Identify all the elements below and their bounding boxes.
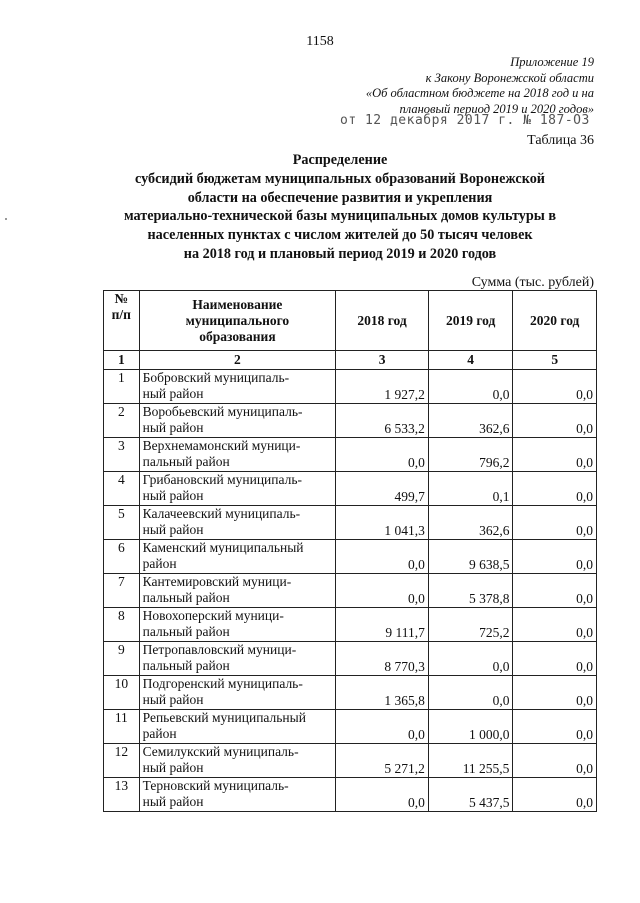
row-number: 1: [104, 370, 140, 404]
value-2020: 0,0: [513, 506, 597, 540]
row-number: 7: [104, 574, 140, 608]
value-2018: 499,7: [336, 472, 429, 506]
column-index-row: [104, 351, 597, 370]
value-2018: 6 533,2: [336, 404, 429, 438]
table-row: [104, 438, 597, 472]
value-2020: 0,0: [513, 540, 597, 574]
header-2019: 2019 год: [428, 291, 513, 351]
appendix-line: плановый период 2019 и 2020 годов»: [399, 101, 594, 116]
district-name: [139, 574, 336, 608]
header-num-line: №: [114, 291, 129, 306]
district-name-line: ный район: [142, 420, 204, 435]
district-name-line: район: [142, 556, 177, 571]
law-date-stamp: от 12 декабря 2017 г. № 187-ОЗ: [340, 113, 590, 128]
table-row: [104, 404, 597, 438]
district-name: [139, 642, 336, 676]
district-name: [139, 506, 336, 540]
value-2018: 0,0: [336, 438, 429, 472]
value-2018: 1 927,2: [336, 370, 429, 404]
table-row: [104, 778, 597, 812]
row-number: 12: [104, 744, 140, 778]
district-name-line: ный район: [142, 488, 204, 503]
district-name: [139, 370, 336, 404]
row-number: 11: [104, 710, 140, 744]
value-2018: 1 041,3: [336, 506, 429, 540]
value-2020: 0,0: [513, 778, 597, 812]
value-2019: 5 378,8: [428, 574, 513, 608]
title-line: населенных пунктах с числом жителей до 50 тысяч человек: [147, 227, 533, 244]
district-name-line: ный район: [142, 386, 204, 401]
header-name-line: муниципального: [185, 312, 290, 328]
table-row: [104, 472, 597, 506]
title-line: субсидий бюджетам муниципальных образований Воронежской: [135, 170, 545, 187]
district-name: [139, 472, 336, 506]
row-number: 6: [104, 540, 140, 574]
district-name-line: пальный район: [142, 658, 230, 673]
title-line: на 2018 год и плановый период 2019 и 2020 годов: [183, 245, 497, 262]
value-2020: 0,0: [513, 744, 597, 778]
district-name-line: Калачеевский муниципаль-: [142, 506, 301, 521]
district-name-line: Подгоренский муниципаль-: [142, 676, 303, 691]
sum-unit-label: Сумма (тыс. рублей): [471, 275, 594, 290]
column-index: 1: [104, 351, 140, 370]
header-name-line: образования: [199, 328, 276, 344]
district-name-line: Верхнемамонский муници-: [142, 438, 301, 453]
row-number: 4: [104, 472, 140, 506]
column-index: 5: [513, 351, 597, 370]
table-row: [104, 744, 597, 778]
row-number: 2: [104, 404, 140, 438]
value-2020: 0,0: [513, 370, 597, 404]
row-number: 3: [104, 438, 140, 472]
value-2020: 0,0: [513, 642, 597, 676]
district-name-line: Воробьевский муниципаль-: [142, 404, 303, 419]
district-name-line: ный район: [142, 522, 204, 537]
header-2020: 2020 год: [513, 291, 597, 351]
row-number: 5: [104, 506, 140, 540]
district-name-line: пальный район: [142, 624, 230, 639]
row-number: 9: [104, 642, 140, 676]
header-name-line: Наименование: [192, 296, 283, 312]
title-line: области на обеспечение развития и укрепления: [187, 189, 493, 206]
value-2018: 9 111,7: [336, 608, 429, 642]
district-name-line: Терновский муниципаль-: [142, 778, 289, 793]
column-index: 2: [139, 351, 336, 370]
district-name-line: Каменский муниципальный: [142, 540, 304, 555]
table-row: [104, 506, 597, 540]
value-2018: 0,0: [336, 778, 429, 812]
district-name-line: Новохоперский муници-: [142, 608, 284, 623]
table-row: [104, 370, 597, 404]
district-name-line: Репьевский муниципальный: [142, 710, 306, 725]
district-name: [139, 438, 336, 472]
district-name-line: район: [142, 726, 177, 741]
district-name-line: Кантемировский муници-: [142, 574, 292, 589]
table-row: [104, 574, 597, 608]
value-2019: 796,2: [428, 438, 513, 472]
district-name: [139, 608, 336, 642]
district-name-line: Грибановский муниципаль-: [142, 472, 302, 487]
subsidy-table: [103, 290, 597, 812]
value-2020: 0,0: [513, 608, 597, 642]
value-2019: 362,6: [428, 506, 513, 540]
value-2019: 9 638,5: [428, 540, 513, 574]
header-num: [104, 291, 140, 351]
table-row: [104, 608, 597, 642]
district-name: [139, 404, 336, 438]
value-2020: 0,0: [513, 676, 597, 710]
value-2020: 0,0: [513, 472, 597, 506]
title-line: Распределение: [292, 152, 388, 168]
district-name-line: пальный район: [142, 590, 230, 605]
district-name: [139, 710, 336, 744]
district-name: [139, 778, 336, 812]
value-2020: 0,0: [513, 710, 597, 744]
page-number: 1158: [306, 34, 334, 49]
table-row: [104, 676, 597, 710]
table-body: [104, 370, 597, 812]
table-header-row: [104, 291, 597, 351]
value-2018: 0,0: [336, 574, 429, 608]
value-2020: 0,0: [513, 404, 597, 438]
margin-mark: [5, 218, 7, 220]
document-title: [90, 151, 590, 264]
value-2019: 0,1: [428, 472, 513, 506]
appendix-line: к Закону Воронежской области: [425, 70, 594, 85]
district-name: [139, 744, 336, 778]
table-row: [104, 642, 597, 676]
appendix-line: Приложение 19: [510, 55, 594, 69]
value-2019: 1 000,0: [428, 710, 513, 744]
appendix-line: «Об областном бюджете на 2018 год и на: [365, 86, 594, 100]
table-row: [104, 710, 597, 744]
column-index: 3: [336, 351, 429, 370]
row-number: 13: [104, 778, 140, 812]
value-2018: 0,0: [336, 540, 429, 574]
row-number: 8: [104, 608, 140, 642]
value-2018: 1 365,8: [336, 676, 429, 710]
value-2019: 725,2: [428, 608, 513, 642]
district-name: [139, 540, 336, 574]
value-2019: 11 255,5: [428, 744, 513, 778]
district-name: [139, 676, 336, 710]
value-2018: 8 770,3: [336, 642, 429, 676]
row-number: 10: [104, 676, 140, 710]
district-name-line: ный район: [142, 760, 204, 775]
value-2020: 0,0: [513, 438, 597, 472]
header-2018: 2018 год: [336, 291, 429, 351]
value-2019: 0,0: [428, 642, 513, 676]
title-line: материально-технической базы муниципальных домов культуры в: [123, 208, 557, 225]
value-2019: 0,0: [428, 370, 513, 404]
district-name-line: ный район: [142, 794, 204, 809]
header-num-line: п/п: [111, 307, 131, 322]
district-name-line: Бобровский муниципаль-: [142, 370, 290, 385]
table-row: [104, 540, 597, 574]
column-index: 4: [428, 351, 513, 370]
table-label: Таблица 36: [527, 133, 594, 148]
district-name-line: Семилукский муниципаль-: [142, 744, 299, 759]
value-2020: 0,0: [513, 574, 597, 608]
value-2019: 362,6: [428, 404, 513, 438]
district-name-line: ный район: [142, 692, 204, 707]
appendix-note: [274, 55, 594, 117]
district-name-line: пальный район: [142, 454, 230, 469]
value-2018: 5 271,2: [336, 744, 429, 778]
value-2018: 0,0: [336, 710, 429, 744]
header-name: [139, 291, 336, 351]
value-2019: 5 437,5: [428, 778, 513, 812]
district-name-line: Петропавловский муници-: [142, 642, 297, 657]
value-2019: 0,0: [428, 676, 513, 710]
